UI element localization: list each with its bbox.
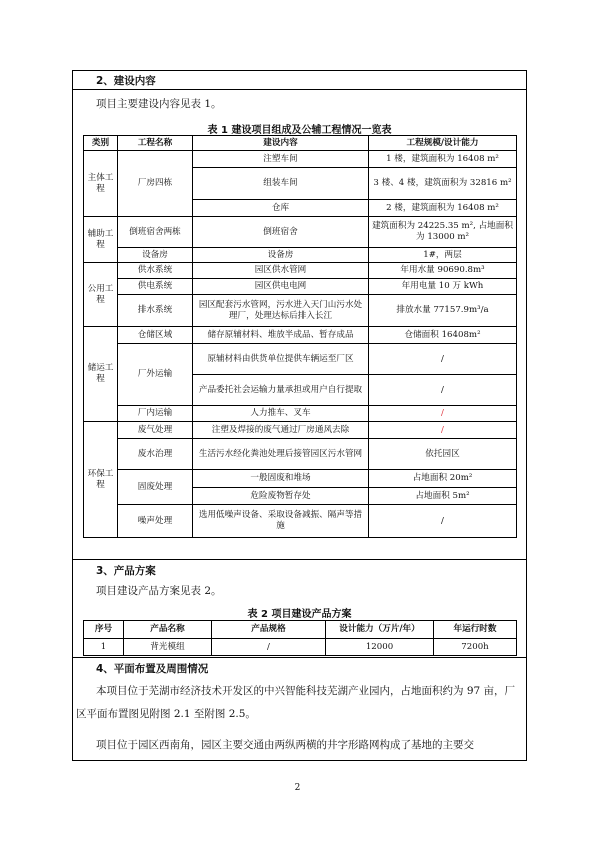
scale-cell: 年用电量 10 万 kWh — [369, 279, 517, 295]
name-cell: 噪声处理 — [118, 505, 193, 538]
category-cell: 辅助工程 — [84, 217, 118, 263]
table-row — [84, 217, 517, 248]
table-1 — [83, 135, 517, 538]
table-row — [84, 422, 517, 439]
cell: 12000 — [326, 639, 434, 656]
section-4-heading: 4、平面布置及周围情况 — [96, 663, 209, 675]
table-row — [84, 639, 517, 656]
divider — [72, 89, 527, 90]
scale-cell: 1 楼，建筑面积为 16408 m² — [369, 151, 517, 168]
table-row — [84, 279, 517, 295]
table-1-caption: 表 1 建设项目组成及公辅工程情况一览表 — [207, 125, 392, 136]
content-cell: 仓库 — [193, 200, 369, 217]
col-header: 设计能力（万片/年） — [326, 621, 434, 639]
scale-cell: 2 楼，建筑面积为 16408 m² — [369, 200, 517, 217]
content-cell: 园区配套污水管网，污水进入天门山污水处理厂，处理达标后排入长江 — [193, 295, 369, 327]
scale-cell: 依托园区 — [369, 439, 517, 470]
col-header: 年运行时数 — [434, 621, 517, 639]
content-cell: 原辅材料由供货单位提供车辆运至厂区 — [193, 344, 369, 375]
scale-cell: / — [369, 375, 517, 406]
scale-cell: / — [369, 505, 517, 538]
content-cell: 储存原辅材料、堆放半成品、暂存成品 — [193, 327, 369, 344]
content-cell: 园区供电电网 — [193, 279, 369, 295]
section-2-intro: 项目主要建设内容见表 1。 — [96, 98, 222, 110]
col-header: 工程名称 — [118, 136, 193, 151]
category-cell: 储运工程 — [84, 327, 118, 422]
category-cell: 主体工程 — [84, 151, 118, 217]
table-row — [84, 505, 517, 538]
content-cell: 组装车间 — [193, 168, 369, 200]
name-cell: 供水系统 — [118, 263, 193, 279]
scale-cell: / — [369, 406, 517, 422]
col-header: 产品名称 — [124, 621, 212, 639]
content-cell: 选用低噪声设备、采取设备减振、隔声等措施 — [193, 505, 369, 538]
table-row — [84, 151, 517, 168]
name-cell: 废气处理 — [118, 422, 193, 439]
col-header: 产品规格 — [212, 621, 326, 639]
name-cell: 仓储区域 — [118, 327, 193, 344]
content-cell: 倒班宿舍 — [193, 217, 369, 248]
content-cell: 注塑及焊接的废气通过厂房通风去除 — [193, 422, 369, 439]
content-cell: 园区供水管网 — [193, 263, 369, 279]
scale-cell: 1#，两层 — [369, 248, 517, 263]
section-2-heading: 2、建设内容 — [96, 75, 156, 87]
scale-cell: 3 楼、4 楼，建筑面积为 32816 m² — [369, 168, 517, 200]
scale-cell: / — [369, 344, 517, 375]
section-3-heading: 3、产品方案 — [96, 565, 156, 577]
category-cell: 公用工程 — [84, 263, 118, 327]
content-cell: 一般固废和堆场 — [193, 470, 369, 488]
table-row — [84, 263, 517, 279]
table-1-header — [84, 136, 517, 151]
scale-cell: 排放水量 77157.9m³/a — [369, 295, 517, 327]
content-cell: 产品委托社会运输力量承担或用户自行提取 — [193, 375, 369, 406]
content-cell: 注塑车间 — [193, 151, 369, 168]
divider — [72, 559, 527, 560]
divider — [72, 657, 527, 658]
table-2 — [83, 620, 517, 656]
name-cell: 排水系统 — [118, 295, 193, 327]
col-header: 建设内容 — [193, 136, 369, 151]
col-header: 类别 — [84, 136, 118, 151]
section-3-intro: 项目建设产品方案见表 2。 — [96, 585, 222, 597]
content-cell: 生活污水经化粪池处理后接管园区污水管网 — [193, 439, 369, 470]
name-cell: 厂内运输 — [118, 406, 193, 422]
content-cell: 人力推车、叉车 — [193, 406, 369, 422]
col-header: 工程规模/设计能力 — [369, 136, 517, 151]
name-cell: 固废处理 — [118, 470, 193, 505]
name-cell: 供电系统 — [118, 279, 193, 295]
name-cell: 倒班宿舍两栋 — [118, 217, 193, 248]
cell: 背光模组 — [124, 639, 212, 656]
page-number: 2 — [294, 783, 301, 793]
col-header: 序号 — [84, 621, 124, 639]
name-cell: 厂房四栋 — [118, 151, 193, 217]
scale-cell: 年用水量 90690.8m³ — [369, 263, 517, 279]
section-4-paragraph-2: 项目位于园区西南角，园区主要交通由两纵两横的井字形路网构成了基地的主要交 — [96, 739, 474, 751]
cell: / — [212, 639, 326, 656]
table-2-header — [84, 621, 517, 639]
table-2-caption: 表 2 项目建设产品方案 — [247, 609, 352, 620]
table-row — [84, 406, 517, 422]
cell: 1 — [84, 639, 124, 656]
table-row — [84, 327, 517, 344]
scale-cell: 占地面积 20m² — [369, 470, 517, 488]
table-row — [84, 470, 517, 488]
scale-cell: 建筑面积为 24225.35 m², 占地面积为 13000 m² — [369, 217, 517, 248]
content-cell: 设备房 — [193, 248, 369, 263]
scale-cell: 占地面积 5m² — [369, 488, 517, 505]
scale-cell: / — [369, 422, 517, 439]
content-cell: 危险废物暂存处 — [193, 488, 369, 505]
table-row — [84, 344, 517, 375]
name-cell: 废水治理 — [118, 439, 193, 470]
table-row — [84, 439, 517, 470]
name-cell: 设备房 — [118, 248, 193, 263]
cell: 7200h — [434, 639, 517, 656]
table-row — [84, 295, 517, 327]
table-row — [84, 248, 517, 263]
name-cell: 厂外运输 — [118, 344, 193, 406]
scale-cell: 仓储面积 16408m² — [369, 327, 517, 344]
section-4-paragraph-1: 本项目位于芜湖市经济技术开发区的中兴智能科技芜湖产业园内，占地面积约为 97 亩，厂区平面布置图见附图 2.1 至附图 2.5。 — [76, 685, 516, 720]
category-cell: 环保工程 — [84, 422, 118, 538]
